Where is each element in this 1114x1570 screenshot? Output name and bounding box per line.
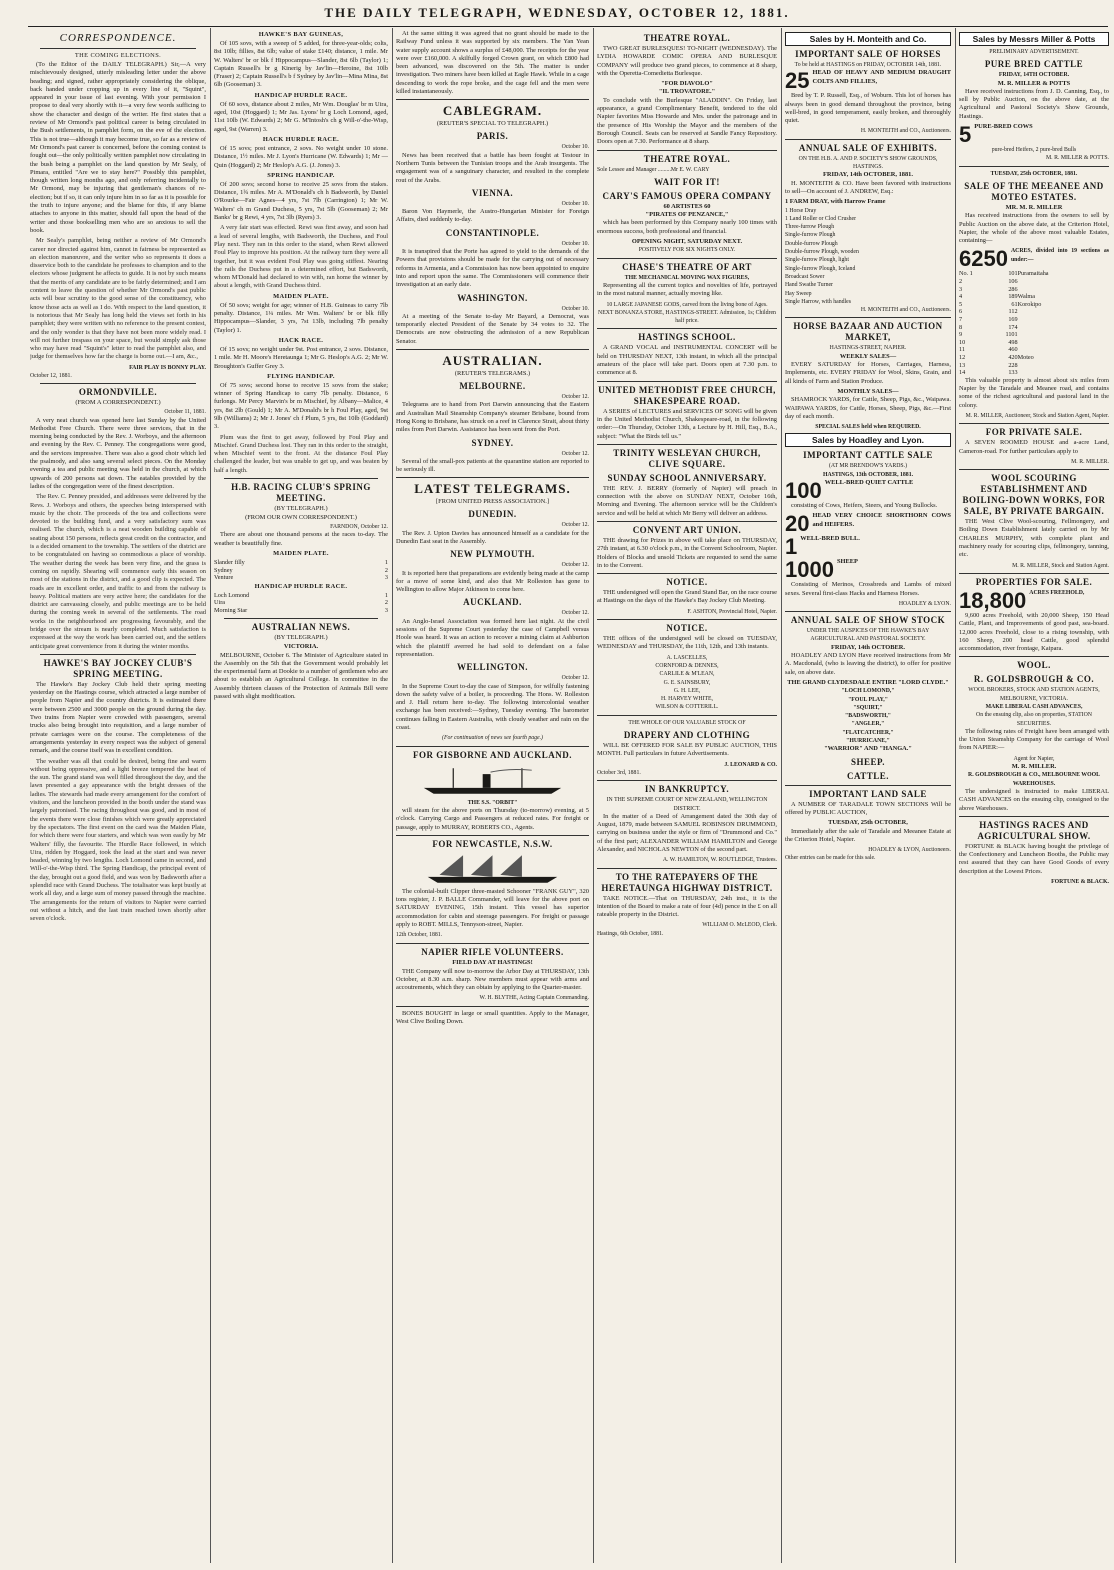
wash-date: October 10. [561,305,589,312]
melb-date: October 12. [561,394,589,401]
imp-text: To be held at HASTINGS on FRIDAY, OCTOBER 14th, 1881. [794,62,942,68]
wash-text: At a meeting of the Senate to-day Mr Bayard, a Democrat, was temporarily elected President of the Senate by 34 votes to 32. The Democrats are now obstructing the admission of a new Republican Senator. [396,312,589,345]
props-title: PROPERTIES FOR SALE. [975,576,1093,587]
implement-item: Single Harrow, with handles [785,298,851,305]
melb-text: Telegrams are to hand from Port Darwin announcing that the Eastern and Australian Mail Steamship Company's steamer Brisbane, bound from Hong Kong to Brisbane, has struck on a reef in Clarence Strait, about thirty miles from Port Darwin. Assistance has been sent from the Port. [396,401,589,434]
handicap-text: Of 15 sovs; no weight under 9st. Post entrance, 2 sovs. Distance, 1 mile. Mr H. Moore's Heretaunga 1; Mr G. Heslop's A.G. 2; Mr W. Broughton's Guffer Grey 3. [214,345,388,370]
hl-big3: 1 [785,534,798,560]
dun-text: The Rev. J. Upton Davies has announced himself as a candidate for the Dunedin East seat in the Assembly. [396,529,589,545]
notice-name: CARLILE & M'LEAN, [659,671,715,678]
club-date: FARNDON, October 12. [330,524,388,531]
hl-big3-text: WELL-BRED BULL. [800,535,860,543]
latest-title: LATEST TELEGRAMS. [414,481,571,497]
private-sign: M. R. MILLER. [1071,458,1109,465]
column-divider [781,28,782,1563]
chase-item: NEXT BONANZA STORE, HASTINGS-STREET. Admission, 1s; Children half price. [598,309,776,325]
implement-item: Single-furrow Plough [785,232,836,239]
notice2-text: THE offices of the undersigned will be closed on TUESDAY, WEDNESDAY and THURSDAY, the 11th, 12th, and 13th instants. [597,635,777,651]
horse-name: "BADSWORTH," [844,713,891,720]
notice1-sign: F. ASHTON, Provincial Hotel, Napier. [687,608,777,615]
elections-title: THE COMING ELECTIONS. [74,52,162,59]
hc-text: A GRAND VOCAL and INSTRUMENTAL CONCERT will be held on THURSDAY NEXT, 13th instant, in which all the principal amateurs of the place will take part. Doors open at 7.30 p.m. to commence at 8. [597,344,777,377]
const-date: October 10. [561,240,589,247]
lot-row: 12 420 Moteo [959,353,1034,361]
lots-table [959,270,1109,376]
well-title: WELLINGTON. [456,662,529,673]
mp-text: Have received instructions from J. D. Canning, Esq., to sell by Public Auction, on the above date, at the Agricultural and Pastoral Society's Show Grounds, Hastings. [959,87,1109,120]
ormondville-title: ORMONDVILLE. [78,387,158,398]
implement-item: Double-furrow Plough, wooden [785,249,859,256]
implement-item: Single-furrow Plough, Iceland [785,265,856,272]
gb-text: The following rates of Freight have been arranged with the Union Steamship Company for the carriage of Wool from NAPIER:— [959,727,1109,752]
pure: PURE BRED CATTLE [984,59,1084,70]
props-big-text: ACRES FREEHOLD, [1029,589,1085,596]
big5: 5 [959,122,972,148]
wool-sign: M. R. MILLER, Stock and Station Agent. [1012,562,1109,569]
result-row: Loch Lomond 1 [214,591,388,599]
annual-date: FRIDAY, 14th OCTOBER, 1881. [823,171,913,179]
weekly-text: EVERY SATURDAY for Horses, Carriages, Harness, Implements, etc. EVERY FRIDAY for Wool, Skins, Grain, and all kinds of Farm and Station Produce. [785,361,951,385]
horse-name: "ANGLER," [851,721,885,728]
chase-items [597,301,777,326]
lot-row: 9 1101 [959,331,1018,339]
highway-sign: WILLIAM O. McLEOD, Clerk. [702,922,777,929]
advances-sub: On the ensuing clip, also on properties, STATION SECURITIES. [976,712,1092,727]
dun-date: October 12. [561,522,589,529]
theatre-play: "FOR DIAVOLO" [661,80,713,88]
hl-big4: 1000 [785,557,834,583]
aus-place: VICTORIA. [283,642,319,650]
lot-row: 4 189 Walma [959,293,1035,301]
props-text: 9,600 acres Freehold, with 20,000 Sheep, 150 Head Cattle, Plant, and Improvements of good past, sea-board. 12,000 acres Freehold, close to a rising township, with 160 Sheep, 200 head Cattle, good splendid accommodation, river frontage, Kaipara. [959,611,1109,653]
theatre2-manager: Sole Lessee and Manager .........Mr E. W. CARY [597,166,710,173]
race-title: HAWKE'S BAY GUINEAS, [258,31,344,38]
column-divider [210,28,211,1563]
rifle-sign: W. H. BLYTHE, Acting Captain Commanding. [479,995,589,1002]
club-text: There are about one thousand persons at the races to-day. The weather is beautifully fine. [214,531,388,547]
nc-title: FOR NEWCASTLE, N.S.W. [432,838,553,849]
dun-title: DUNEDIN. [468,509,517,520]
horse-names2: "WARRIOR" AND "HANGA." [824,745,912,753]
ormondville-date: October 11, 1881. [164,409,206,416]
chase-text: Representing all the current topics and novelties of life, portrayed in the most natural manner, actually moving like. [597,281,777,298]
auck-title: AUCKLAND. [463,597,522,608]
theatre-text: TWO GREAT BURLESQUES! TO-NIGHT (WEDNESDAY). The LYDIA HOWARDE COMIC OPERA AND BURLESQUE COMPANY will produce two grand pieces, to commence at 8 sharp, with the Operetta-Comedietta Burlesque. [597,45,777,77]
club-sub2: (FROM OUR OWN CORRESPONDENT.) [245,514,357,522]
masthead: THE DAILY TELEGRAPH, WEDNESDAY, OCTOBER 12, 1881. [324,5,790,20]
land-text: A NUMBER OF TARADALE TOWN SECTIONS Will be offered by PUBLIC AUCTION, [785,800,951,816]
signoff-date: October 12, 1881. [30,372,72,379]
theatre-title: THEATRE ROYAL. [643,33,731,43]
club-title: H.B. RACING CLUB'S SPRING MEETING. [231,482,371,504]
umfc-text: A SERIES of LECTURES and SERVICES OF SONG will be given in the United Methodist Church, Shakespeare-road, in the following order:—On Thursday, October 13th, a Lecture by H. Hill, Esq., B.A., subject: "What the Birds tell us." [597,407,777,440]
show-date: FRIDAY, 14th OCTOBER. [831,643,905,651]
wool2-title: WOOL. [1017,660,1051,671]
show-title: ANNUAL SALE OF SHOW STOCK [790,615,946,626]
notice-name: G. E. SAINSBURY, [663,679,711,686]
goldsbrough-sub: WOOL BROKERS, STOCK AND STATION AGENTS, MELBOURNE, VICTORIA. [968,687,1100,702]
column-3 [396,30,589,1560]
implement-item: Single-furrow Plough, light [785,257,849,264]
notice2-title: NOTICE. [666,623,708,634]
monthly-text: SHAMROCK YARDS, for Cattle, Sheep, Pigs, &c., Waipawa. WAIPAWA YARDS, for Cattle, Horses, Sheep, Pigs, &c.—First day of each month. [785,396,951,420]
well-text: In the Supreme Court to-day the case of Simpson, for wilfully fastening down the safety valve of a boiler, is proceeding. The Hons. W. Rolleston and J. Hall return here to-day. The following intercolonial weather exchange has been received:—Sydney, Tuesday evening. The barometer continues falling in Eastern Australia, with cloudy weather and rain on the coast. [396,682,589,732]
column-6 [959,30,1109,1560]
sale-text2: This valuable property is almost about six miles from Napier by the Taradale and Meanee road, and contains some of the richest agricultural and pastoral land in the colony. [959,376,1109,409]
horse-name: "HURRICANE," [846,738,890,745]
aus-title: AUSTRALIAN NEWS. [251,621,351,632]
cable-sub: (REUTER'S SPECIAL TO TELEGRAPH.) [436,120,549,128]
column-divider [593,28,594,1563]
implement-item: Hand Swathe Turner [785,282,833,289]
hl-title: IMPORTANT CATTLE SALE [803,450,933,461]
result-row: Venture 3 [214,574,388,582]
masthead-rule [28,26,1108,27]
implement-item: Hay Sweep [785,290,812,297]
lot-row: 13 228 [959,361,1018,369]
handicap-title: HACK RACE. [278,336,324,344]
lot-row: 5 61 Korokipo [959,300,1042,308]
paris-date: October 10. [561,144,589,151]
trinity-title: TRINITY WESLEYAN CHURCH, CLIVE SQUARE. [613,447,761,469]
spring-title: SPRING HANDICAP. [267,171,335,179]
land-text2: Immediately after the sale of Taradale and Meeanee Estate at the Criterion Hotel, Napier. [785,827,951,843]
hl-text: consisting of Cows, Heifers, Steers, and Young Bullocks. [791,501,938,509]
theatre-text2: To conclude with the Burlesque "ALADDIN". On Friday, last appearance, a grand Complimentary Benefit, tendered to the old Napier favorites Miss Howarde and Mrs. under the patronage and in the presence of His Worship the Mayor and the members of the Borough Council. Seats can be reserved at Sandle Fancy Repository. Doors open at 7.30. Performance at 8 sharp. [597,96,777,146]
wash-title: WASHINGTON. [457,292,528,303]
np-text: It is reported here that preparations are evidently being made at the camp for a move of some kind, and also that Mr Rolleston has gone to Wellington to allow Major Atkinson to come here. [396,569,589,594]
wool-text: THE West Clive Wool-scouring, Fellmongery, and Boiling Down Establishment lately carried on by Mr CHARLES MURPHY, with complete plant and machinery ready for scouring clips, fellmongery, tanning, etc. [959,518,1109,559]
lot-row: 3 286 [959,285,1018,293]
chase-title: CHASE'S THEATRE OF ART [622,261,752,272]
horse-names [785,687,951,745]
spring-text: Of 200 sovs; second horse to receive 25 sovs from the stakes. Distance, 1¾ miles. Mr A. M'Donald's ch h Badsworth, by Daniel O'Rourke—Fair Agnes—4 yrs, 7st 7lb (Carrington) 1; Mr W. Walters' ch m Grand Duchess, 5 yrs, 7st 5lb (Gooseman) 2; Mr Banks' br g Rewi, 4 yrs, 7st 3lb (Ryers) 3. [214,180,388,222]
auck-date: October 12. [561,610,589,617]
farm-dray: 1 FARM DRAY, with Harrow Frame [785,198,886,206]
result-title: HANDICAP HURDLE RACE. [254,582,348,590]
races-title: HASTINGS RACES AND AGRICULTURAL SHOW. [977,819,1091,841]
lot-row: 7 169 [959,316,1018,324]
flying-text-cont: Plum was the first to get away, followed by Foul Play and Mischief. Grand Duchess lost. They ran in this order to the straight, when Mischief went to the front. At the distance Foul Play challenged the leader, but was unable to get up, and was beaten by half a length. [214,433,388,474]
maiden-title: MAIDEN PLATE. [273,292,329,300]
monthly: MONTHLY SALES— [837,387,899,395]
result-table [214,592,388,615]
notice-name: A. LASCELLES, [666,654,708,661]
hl-big-text: WELL-BRED QUIET CATTLE [824,478,914,486]
column-1 [30,30,206,1560]
show-text: UNDER THE AUSPICES OF THE HAWKE'S BAY AGRICULTURAL AND PASTORAL SOCIETY. [806,628,930,643]
drapery-title: THE WHOLE OF OUR VALUABLE STOCK OF [628,719,746,726]
horse-name: "SQUIRT," [853,704,883,711]
hl-big2: 20 [785,511,810,537]
implement-item: 1 Land Roller or Clod Crusher [785,215,857,222]
gisb-title: FOR GISBORNE AND AUCKLAND. [412,749,573,760]
hoadley-box: Sales by Hoadley and Lyon. [785,433,951,447]
rifle-title: NAPIER RIFLE VOLUNTEERS. [421,946,564,957]
right-text: At the same sitting it was agreed that no grant should be made to the Railway Fund unless it was supported by six members. The Yan Yean water supply account shows a surplus of £48,000. The receipts for the year were over £160,000. A skilfully forged Crown grant, on which £800 had been advanced, was discovered on the 5th. The matter is under investigation. Two miners have been killed at Eagle Hawk. While in a cage descending to work the rope broke, and the cage fell and the men were killed instantaneously. [396,30,589,96]
gb-text2: The undersigned is instructed to make LIBERAL CASH ADVANCES on the ensuing clip, consigned to the above Warehouses. [959,787,1109,812]
tues: TUESDAY, 25th OCTOBER, 1881. [990,170,1078,177]
ormondville-sub: (FROM A CORRESPONDENT.) [75,399,161,407]
paris-title: PARIS. [476,131,509,142]
result-title: MAIDEN PLATE. [273,549,329,557]
auck-text: An Anglo-Israel Association was formed here last night. At the civil sessions of the Supreme Court yesterday the case of Campbell versus Hoole was heard. It was an action to recover a mining claim at Ashburton which the plaintiff averred he had sold to defendant on a false representation. [396,617,589,658]
theatre-play2: "IL TROVATORE." [658,88,716,96]
syd-title: SYDNEY. [471,437,514,448]
clyde: THE GRAND CLYDESDALE ENTIRE "LORD CLYDE." [787,678,949,686]
implement-item: Broadcast Sower [785,273,825,280]
opening-night: OPENING NIGHT, SATURDAY NEXT. [631,238,743,246]
paris-text: News has been received that a battle has been fought at Testour in Northern Tunis between the Tunisian troops and the Arab insurgents. The engagement was of a sanguinary character, and resulted in the complete rout of the Arabs. [396,151,589,184]
advances: MAKE LIBERAL CASH ADVANCES, [985,704,1083,710]
notice-name: G. H. LEE, [673,687,701,694]
nc-text: The colonial-built Clipper three-masted Schooner "FRANK GUY", 320 tons register, J. P. BALLE Commander, will leave for the above port on SATURDAY EVENING, 15th instant. This vessel has superior accommodation for cabin and steerage passengers. For freight or passage apply to ROBT. MILLS, Tennyson-street, Napier. [396,887,589,928]
bankruptcy-sub: IN THE SUPREME COURT OF NEW ZEALAND, WELLINGTON DISTRICT. [606,797,768,812]
syd-text: Several of the small-pox patients at the quarantine station are reported to be seriously ill. [396,457,589,474]
lot-row: No. 1 101 Puramaitaha [959,270,1049,278]
column-divider [392,28,393,1563]
lot-row: 2 106 [959,278,1018,286]
hl-big4-text: SHEEP [836,558,858,566]
big6250: 6250 [959,246,1008,272]
result-row: Morning Star 3 [214,606,388,614]
elections-text-cont: Mr Sealy's pamphlet, being neither a review of Mr Ormond's career nor directed against him, cannot in fairness be represented as an election manœuvre, and the writer who so represents it does a disservice both to the candidate he professes to champion and to the electors whose judgment he affects to guide. It is not by such means that the merits of any candidate are to be fairly determined; and I am content to leave the question of whether Mr Ormond's past public acts will bear scrutiny to the good sense of the constituency, who know those acts as well as I do. With respect to the land question, it is notorious that Mr Sealy has long held the views set forth in his pamphlet; they were written with no reference to the present contest, and the only wonder is that they have not been more widely read. I will not further trespass on your space, but would simply ask those who may have read "Squint's" letter to read the pamphlet also, and judge for themselves how far the charge is borne out.—I am, &c., [30,237,206,361]
vienna-date: October 10. [561,200,589,207]
agent: Agent for Napier, [1013,755,1055,762]
hc-title: HASTINGS SCHOOL. [638,332,736,343]
umfc-title: UNITED METHODIST FREE CHURCH, SHAKESPEARE ROAD. [598,384,776,406]
const-title: CONSTANTINOPLE. [445,227,540,238]
drapery: DRAPERY AND CLOTHING [623,730,751,741]
land-sign: HOADLEY & LYON, Auctioneers. [868,847,951,854]
bankruptcy-sign: A. W. HAMILTON, W. ROUTLEDGE, Trustees. [662,857,777,864]
lot-row: 14 133 [959,369,1018,377]
mech-figures: THE MECHANICAL MOVING WAX FIGURES, [624,274,750,281]
lot-row: 11 460 [959,346,1018,354]
sale-mr: MR. M. R. MILLER [1005,203,1063,211]
ship-illustration-2 [414,853,571,885]
hack-text: Of 15 sovs; post entrance, 2 sovs. No weight under 10 stone. Distance, 1½ miles. Mr J. Lyon's Hurricane (W. Edwards) 1; Mr — Quin (Hoggard) 2; Mr Heslop's A.G. (J. Jones) 3. [214,144,388,169]
special: SPECIAL SALES held when REQUIRED. [815,424,921,431]
lot-row: 8 174 [959,323,1018,331]
hbjc-title: HAWKE'S BAY JOCKEY CLUB'S SPRING MEETING. [43,657,193,679]
big5-sub: pure-bred Heifers, 2 pure-bred Bulls [991,147,1077,154]
pirates: "PIRATES OF PENZANCE," [645,211,729,219]
schooner-icon [414,853,571,885]
theatre2-title: THEATRE ROYAL. [643,153,731,164]
ormondville-text-cont: The Rev. C. Penney presided, and addresses were delivered by the Revs. J. Worboys and others, the speeches being interspersed with music by the choir. The proceeds of the tea and collections were devoted to the building fund, and a very satisfactory sum was realised. The church, which is a neat wooden building capable of seating about 150 persons, reflects great credit on the contractor, and is a decided ornament to the township. The settlers of the district are to be congratulated on having so commodious a place of worship. The weather during the week has been very fine, and the grass is coming on rapidly. Shearing will commence early this season on most of the stations in the district, and a good clip is expected. The roads are in excellent order, and traffic to and from the railway is heavy. Political matters are very active here; the candidates for the district are canvassing closely, and public meetings are to be held during the coming week in several of the settlements. The road works in the neighbourhood are progressing favourably, and the bridge over the stream is nearly completed. Much satisfaction is expressed at the way the work has been carried out, and the settlers anticipate great convenience from it during the winter months. [30,493,206,650]
horse-name: "FLATCATCHER," [842,729,894,736]
land-foot: Other entries can be made for this sale. [785,855,876,862]
hack-title: HACK HURDLE RACE. [262,135,340,143]
sale-title: SALE OF THE MEEANEE AND MOTEO ESTATES. [964,180,1104,202]
lot-row: 6 112 [959,308,1018,316]
sale-text: Has received instructions from the owners to sell by Public Auction on the above date, at the Criterion Hotel, Napier, the whole of the above most valuable Estates, containing— [959,212,1109,245]
drapery-date: October 3rd, 1881. [597,769,641,776]
np-title: NEW PLYMOUTH. [450,549,535,560]
notice1-text: THE undersigned will open the Grand Stand Bar, on the race course at Hastings on the days of the Hawke's Bay Jockey Club Meeting. [597,589,777,605]
annual-title: ANNUAL SALE OF EXHIBITS. [798,142,938,153]
signoff: FAIR PLAY IS BONNY PLAY. [129,364,206,371]
result-row: Slander filly 1 [214,558,388,566]
club-sub: (BY TELEGRAPH.) [274,505,328,513]
imp-big: 25 [785,68,810,94]
result-row: Sydney 2 [214,566,388,574]
big5-text: PURE-BRED COWS [974,123,1033,131]
hl-big2-text: HEAD VERY CHOICE SHORTHORN COWS and HEIFERS. [812,512,951,528]
implement-item: Three-furrow Plough [785,224,835,231]
notice-name: H. HARVEY WHITE, [660,696,714,703]
aus-sub: (BY TELEGRAPH.) [274,633,328,641]
imp-text2: Bred by T. P. Russell, Esq., of Woburn. This lot of horses has always been in good demand throughout the province, being well-bred, in good temperament, easily broken, and thoroughly quiet. [785,92,951,125]
weekly: WEEKLY SALES— [839,352,897,360]
convent-title: CONVENT ART UNION. [632,524,742,535]
column-4 [597,30,777,1560]
gisb-text: will steam for the above ports on Thursday (to-morrow) evening, at 5 o'clock. Carrying Cargo and Passengers at reduced rates. For freight or passage, apply to MURRAY, ROBERTS CO., Agents. [396,806,589,831]
imp-title: IMPORTANT SALE OF HORSES [795,49,941,59]
sunday-title: SUNDAY SCHOOL ANNIVERSARY. [607,472,767,483]
continuation: (For continuation of news see fourth page.) [442,735,543,742]
column-5 [785,30,951,1560]
imp-sign: H. MONTEITH and CO., Auctioneers. [860,128,951,135]
hl-sign: HOADLEY & LYON. [898,600,951,607]
flying-title: FLYING HANDICAP. [267,372,335,380]
rifle-sub: FIELD DAY AT HASTINGS! [452,958,533,966]
highway-text: TAKE NOTICE.—That on THURSDAY, 24th inst., it is the intention of the Board to make a rate of four (4d) pence in the £ on all rateable property in the District. [597,894,777,919]
positively: POSITIVELY FOR SIX NIGHTS ONLY. [638,247,736,254]
hurdle-text: Of 60 sovs, distance about 2 miles, Mr Wm. Douglas' br m Uira, aged, 10st (Hoggard) 1; Mr Jas. Lyons' br g Loch Lomond, aged, 11st 10lb (W. Edwards) 2; Mr G. M'Intosh's ch g Will-o'-the-Wisp, aged, 9st (Warren) 3. [214,100,388,133]
elections-text: (To the Editor of the DAILY TELEGRAPH.) Sir,—A very mischievously designed, utterly misleading letter under the above heading; and signed, rather appropriately considering the oblique, back handed under cropping up in every line of it, "Squint", appeared in your issue of last evening. With your permission I propose to deal very shortly with it—a very few words sufficing to show the character and design of the writer. He first states that a review of Mr Ormond's past political career is being circulated in the Bush settlements, in pamphlet form, on the eve of the election. This is not true—although it may become true, so far as a review of Mr Ormond's past career is concerned, before the coming contest is fought out—the only politically written pamphlet now circulating in the bush being a pamphlet on the land question by Mr Sealy, of Pimara, entitled "Are we to stay here?" Possibly this pamphlet, though written long months ago, and only referring incidentally to Mr Ormond, may be injuring that gentleman's chances of re-election; but if so, it can only injure him in so far as it is possible for the truth to injure anyone; and the blame for this, if any blame attaches to anyone in this matter, should fall upon the head of the writer and those bookselling men who are so anxious to sell the book. [30,61,206,234]
rifle-text: THE Company will now to-morrow the Arbor Day at THURSDAY, 13th October, at 8.30 a.m. sharp. New members must appear with arms and accoutrements, which they can obtain by applying to the Quarter-master. [396,967,589,992]
notice-name: WILSON & COTTERILL. [655,704,719,711]
race-text: Of 105 sovs, with a sweep of 5 added, for three-year-olds; colts, 8st 10lb; fillies, 8st 6lb; value of stake £140; distance, 1 mile. Mr W. Walters' br or blk f Hippocampus—Slander, 8st 6lb (Taylor) 1; Captain Russell's br g Kinerig by Jav'lin—Heroine, 8st 10lb (Fraser) 2; Captain Russell's b f Sydney by Jav'lin—Mina Mina, 8st 6lb (Gooseman) 3. [214,40,388,89]
australian-sub: (REUTER'S TELEGRAMS.) [454,370,531,378]
steamer-icon [414,764,571,796]
const-text: It is transpired that the Porte has agreed to yield to the demands of the Powers that provisions should be made for the carrying out of necessary reforms in Armenia, and a Commission has now been appointed to enquire into and report upon the same. The Commissioners will commence their investigation at an early date. [396,248,589,289]
aus-text: MELBOURNE, October 6. The Minister of Agriculture stated in the Assembly on the 5th that the Government would probably let the experimental farm at Dookie to a number of gentlemen who are about to establish an Agricultural College. In committee in the Assembly thirteen clauses of the Protection of Animals Bill were passed with slight modification. [214,651,388,700]
mp-sign2: M. R. MILLER, Auctioneer, Stock and Station Agent, Napier. [965,412,1109,419]
hl-place: HASTINGS, 13th OCTOBER, 1881. [822,471,914,478]
vienna-text: Baron Von Haymerle, the Austro-Hungarian Minister for Foreign Affairs, died suddenly to-day. [396,208,589,224]
melb-title: MELBOURNE. [459,381,526,392]
wait-for-it: WAIT FOR IT! [654,176,720,187]
monteith-box: Sales by H. Monteith and Co. [785,32,951,46]
vienna-title: VIENNA. [471,187,514,198]
section-title: CORRESPONDENCE. [59,32,177,44]
land-title: IMPORTANT LAND SALE [809,788,927,799]
notice2-names [597,654,777,712]
notice-name: CORNFORD & DENNES, [655,662,719,669]
hl-sub: (AT MR BRENDOW'S YARDS.) [828,463,908,470]
pure-date: FRIDAY, 14TH OCTOBER. [998,72,1070,79]
hurdle-title: HANDICAP HURDLE RACE. [254,91,348,99]
cary-text: which has been performed by this Company nearly 100 times with enormous success, both professional and financial. [597,219,777,235]
highway-date: Hastings, 6th October, 1881. [597,930,664,937]
race-results [214,550,388,615]
show-text2: HOADLEY AND LYON Have received instructions from Mr A. Macdonald, (who is leaving the district), to offer for positive sale, on above date. [785,652,951,676]
agent-name: M. R. MILLER. [1011,763,1057,771]
bones-text: BONES BOUGHT in large or small quantities. Apply to the Manager, West Clive Boiling Down. [396,1009,589,1026]
imp-big-text: HEAD OF HEAVY AND MEDIUM DRAUGHT COLTS AND FILLIES, [812,69,951,85]
mp: M. R. MILLER & POTTS [997,79,1071,87]
maiden-text: Of 50 sovs; weight for age; winner of H.B. Guineas to carry 7lb penalty. Distance, 1¼ miles. Mr Wm. Walters' br or blk filly Hippocampus—Slander, 3 yrs, 7st 13lb, including 7lb penalty (Taylor) 1. [214,301,388,334]
convent-text: THE drawing for Prizes in above will take place on THURSDAY, 27th instant, at 6.30 o'clock p.m., in the Convent Schoolroom, Napier. Holders of Blocks and unsold Tickets are requested to send the same in to the Convent. [597,536,777,569]
gisb-ship: THE S.S. "ORBIT" [467,799,518,806]
horse-bazaar-title: HORSE BAZAAR AND AUCTION MARKET, [793,321,943,343]
horse-name: "LOCH LOMOND," [841,688,895,695]
horse-name: "FOUL PLAY," [848,696,888,703]
hbjc-text-cont: The weather was all that could be desired, being fine and warm without being oppressive, and a light breeze tempered the heat of the sun. The grand stand was well filled throughout the day, and the lawn presented a gay appearance with the bright dresses of the ladies. The stewards had made every arrangement for the comfort of visitors, and the luncheon provided in the booth under the stand was largely patronised. The racing throughout was good, and in most of the events there were close finishes which were greatly appreciated by the spectators. The first event on the card was the Maiden Plate, for which there were four starters, and which was won easily by Mr Walters' filly, the favourite. The Hurdle Race followed, in which Uira, ridden by Hoggard, took the lead at the start and was never headed, winning by two lengths. Loch Lomond came in second, and Will-o'-the-Wisp third. The Spring Handicap, the principal event of the day, brought out a good field, and was won by Badsworth after a splendid race with Grand Duchess. The totalisator was kept busily at work all day, and a large sum of money passed through the machine. The arrangements for the return of visitors to Napier were carried out without a hitch, and the last train reached town shortly after seven o'clock. [30,757,206,923]
spring-text-cont: A very fair start was effected. Rewi was first away, and soon had a lead of several lengths, with Badsworth, the Duchess, and Foul Play next. They ran in this order to the stand, when Rewi allowed Foul Play to improve his position. At the railway turn they were all together, but it was evident Foul Play was going stiffest. Nearing the rails the Duchess put in a determined effort, but Badsworth, whom M'Donald had declared to win with, ran home the winner by about a length, with Grand Duchess third. [214,224,388,290]
land-date: TUESDAY, 25th OCTOBER, [828,819,908,827]
mp-sign: M. R. MILLER & POTTS. [1046,155,1109,162]
latest-sub: [FROM UNITED PRESS ASSOCIATION.] [436,498,549,506]
big6250-text: ACRES, divided into 19 sections as under:— [1010,248,1109,263]
artistes: 60 ARTISTES 60 [663,202,711,210]
cary-company: CARY'S FAMOUS OPERA COMPANY [602,190,772,201]
well-date: October 12. [561,675,589,682]
australian-title: AUSTRALIAN. [442,353,543,369]
implement-item: 1 Horse Dray [785,207,817,214]
implement-item: Double-furrow Plough [785,240,838,247]
private-text: A SEVEN ROOMED HOUSE and a-acre Land, Cameron-road. For further particulars apply to [959,439,1109,455]
monteith-sign: H. MONTEITH and CO., Auctioneers. [860,307,951,314]
trinity-text: THE REV. J. BERRY (formerly of Napier) will preach in connection with the above on SUNDAY NEXT, October 16th, Morning and Evening. The afternoon service will be the Children's service and will be held at which Mr Berry will deliver an address. [597,484,777,517]
races-text: FORTUNE & BLACK having bought the privilege of the Confectionery and Luncheon Booths, the Public may rest assured that they can have Good Goods of every description at the Lowest Prices. [959,842,1109,875]
sheep-title: SHEEP. [851,756,885,767]
notice1-title: NOTICE. [666,577,708,588]
props-big: 18,800 [959,587,1027,613]
column-2 [214,30,388,1560]
result-table [214,559,388,582]
goldsbrough: R. GOLDSBROUGH & CO. [973,674,1095,685]
syd-date: October 12. [561,450,589,457]
private-title: FOR PRIVATE SALE. [985,427,1083,438]
ormondville-text: A very neat church was opened here last Sunday by the United Methodist Free Church. There were three services, that in the morning being conducted by the Rev. J. Worboys, and the afternoon and evening by the Rev. C. Penney. The congregations were good, and the services impressive. There was also a good choir which led the psalmody, and also sang several select pieces. On the Monday evening a tea and public meeting was held in the church, at which upwards of 200 persons sat down. The eatables provided by the ladies of the congregation were of the finest description. [30,416,206,490]
lot-row: 10 498 [959,338,1018,346]
np-date: October 12. [561,562,589,569]
chase-item: 10 LARGE JAPANESE GODS, carved from the living bone of Ages. [606,301,768,308]
ship-illustration [414,764,571,796]
horse-bazaar-sub: HASTINGS-STREET, NAPIER. [829,345,907,352]
cattle-title: CATTLE. [846,770,890,781]
hl-text2: Consisting of Merinos, Crossbreds and Lambs of mixed sexes. Several first-class Hacks and Harness Horses. [785,581,951,597]
bankruptcy-title: IN BANKRUPTCY. [644,784,730,795]
hl-big: 100 [785,477,822,503]
annual-sub: ON THE H.B. A. AND P. SOCIETY'S SHOW GROUNDS, HASTINGS. [798,155,938,171]
flying-text: Of 75 sovs; second horse to receive 15 sovs from the stake; winner of Spring Handicap to carry 7lb penalty. Distance, 6 furlongs. Mr Percy Marvin's br m Mischief, by Albany—Malice, 4 yrs, 8st 2lb (Gould) 1; Mr A. M'Donald's br h Foul Play, aged, 9st 9lb (Williams) 2; Mr J. Jones' ch f Plum, 5 yrs, 8st 10lb (Goddard) 3. [214,381,388,431]
cable-title: CABLEGRAM. [442,103,543,119]
column-divider [955,28,956,1563]
result-row: Uira 2 [214,599,388,607]
drapery-sign: J. LEONARD & CO. [724,761,777,768]
highway-title: TO THE RATEPAYERS OF THE HERETAUNGA HIGHWAY DISTRICT. [601,871,773,893]
prelim: PRELIMINARY ADVERTISEMENT. [989,49,1079,55]
annual-text: H. MONTEITH & CO. Have been favored with instructions to sell—On account of J. ANDREW, Esq.: [785,179,951,195]
gb-ware: R. GOLDSBROUGH & CO., MELBOURNE WOOL WAREHOUSES. [968,772,1100,787]
implements-list [785,207,951,307]
hbjc-text: The Hawke's Bay Jockey Club held their spring meeting yesterday on the Hastings course, which attracted a large number of people from Napier and the country districts. It is estimated there were between 2500 and 3000 people on the ground during the day. Two trains from Napier were crowded with passengers, several trucks also being brought into requisition, and a large number of private carriages were on the course. The completeness of the arrangements yesterday in every respect was the subject of general remark, and the course itself was in excellent condition. [30,680,206,755]
wool-title: WOOL SCOURING ESTABLISHMENT AND BOILING-DOWN WORKS, FOR SALE, BY PRIVATE BARGAIN. [962,473,1106,517]
miller-box: Sales by Messrs Miller & Potts [959,32,1109,46]
races-sign: FORTUNE & BLACK. [1051,879,1109,886]
bankruptcy-text: In the matter of a Deed of Arrangement dated the 30th day of August, 1879, made between SAMUEL ROBINSON DRUMMOND, carrying on business under the style or firm of "Drummond and Co." of the first part; ALEXANDER WILLIAM HAMILTON and George Alexander, and NICHOLAS NEWTON of the second part. [597,812,777,853]
drapery-text: WILL BE OFFERED FOR SALE BY PUBLIC AUCTION, THIS MONTH. Full particulars in future Advertisements. [597,742,777,758]
nc-date: 12th October, 1881. [396,932,443,939]
